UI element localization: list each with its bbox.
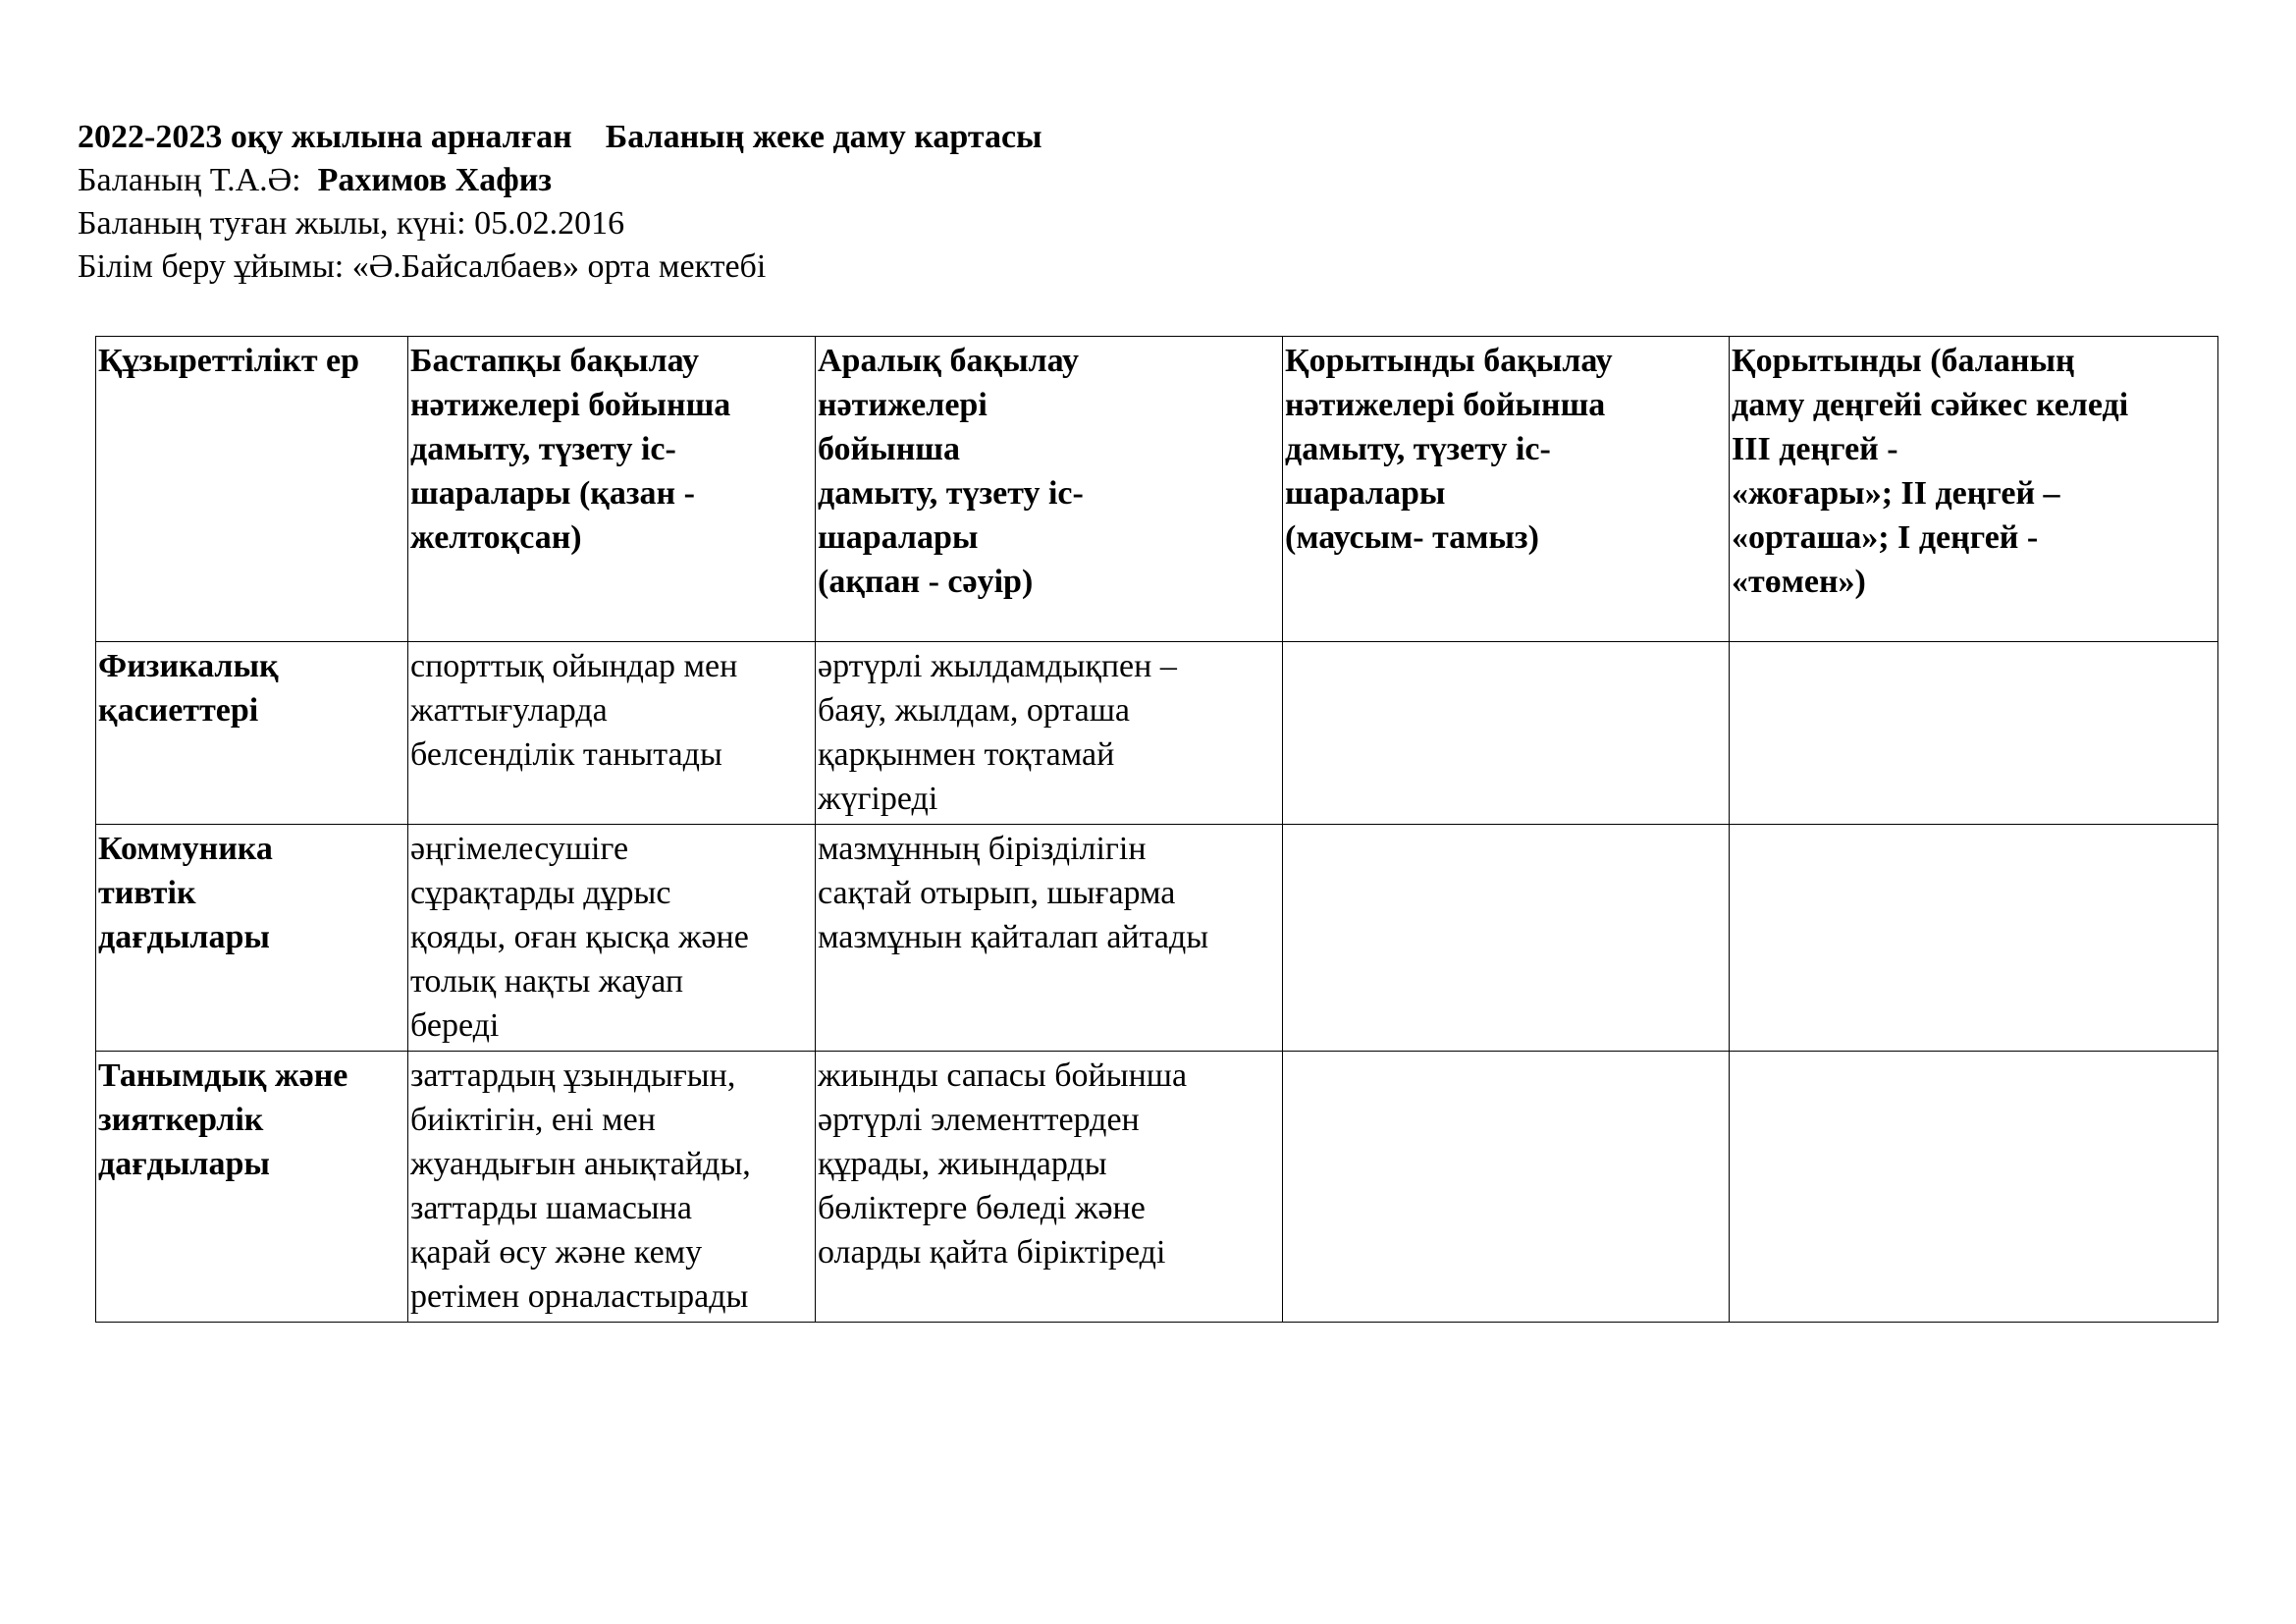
- cell-text-line: нәтижелері бойынша: [410, 387, 731, 423]
- cell-text-line: сақтай отырып, шығарма: [818, 875, 1176, 911]
- result-cell: [1730, 825, 2218, 1052]
- cell-text-line: шаралары (қазан -: [410, 475, 695, 512]
- document-header: [78, 116, 2217, 289]
- cell-text-line: қарай өсу және кему: [410, 1234, 703, 1271]
- interim-cell: [816, 1052, 1283, 1323]
- cell-text-line: «орташа»; I деңгей -: [1732, 519, 2039, 556]
- cell-text-line: береді: [410, 1007, 500, 1044]
- cell-text-line: тивтік: [98, 875, 196, 911]
- cell-text-line: мазмұнын қайталап айтады: [818, 919, 1209, 955]
- table-row: [96, 1052, 2218, 1323]
- column-header-interim: [816, 337, 1283, 642]
- cell-text-line: «жоғары»; II деңгей –: [1732, 475, 2060, 512]
- cell-text-line: дағдылары: [98, 1146, 270, 1182]
- cell-text-line: дамыту, түзету іс-: [818, 475, 1084, 512]
- cell-text-line: жиынды сапасы бойынша: [818, 1057, 1188, 1094]
- development-card-table: [95, 336, 2218, 1323]
- cell-text-line: дамыту, түзету іс-: [1285, 431, 1551, 467]
- child-name-line: [78, 159, 2217, 202]
- cell-text-line: шаралары: [1285, 475, 1446, 512]
- child-name-label: Баланың Т.А.Ә:: [78, 162, 301, 198]
- cell-text-line: заттардың ұзындығын,: [410, 1057, 736, 1094]
- cell-text-line: қарқынмен тоқтамай: [818, 736, 1115, 773]
- cell-text-line: бойынша: [818, 431, 960, 467]
- table-row: [96, 642, 2218, 825]
- final-cell: [1283, 642, 1730, 825]
- competency-cell: [96, 1052, 408, 1323]
- cell-text-line: құрады, жиындарды: [818, 1146, 1107, 1182]
- final-cell: [1283, 825, 1730, 1052]
- column-header-result: [1730, 337, 2218, 642]
- birth-date-label: Баланың туған жылы, күні:: [78, 205, 466, 242]
- cell-text-line: әртүрлі жылдамдықпен –: [818, 648, 1177, 684]
- column-header-initial: [408, 337, 816, 642]
- initial-cell: [408, 825, 816, 1052]
- cell-text-line: Қорытынды (баланың: [1732, 343, 2075, 379]
- initial-cell: [408, 642, 816, 825]
- cell-text-line: шаралары: [818, 519, 979, 556]
- column-header-final: [1283, 337, 1730, 642]
- cell-text-line: баяу, жылдам, орташа: [818, 692, 1131, 729]
- cell-text-line: Қорытынды бақылау: [1285, 343, 1613, 379]
- birth-date-line: [78, 202, 2217, 245]
- cell-text-line: Коммуника: [98, 831, 273, 867]
- final-cell: [1283, 1052, 1730, 1323]
- cell-text-line: жаттығуларда: [410, 692, 608, 729]
- interim-cell: [816, 825, 1283, 1052]
- table-header-row: [96, 337, 2218, 642]
- cell-text-line: (маусым- тамыз): [1285, 519, 1539, 556]
- initial-cell: [408, 1052, 816, 1323]
- cell-text-line: заттарды шамасына: [410, 1190, 692, 1226]
- cell-text-line: спорттық ойындар мен: [410, 648, 738, 684]
- competency-cell: [96, 642, 408, 825]
- cell-text-line: бөліктерге бөледі және: [818, 1190, 1146, 1226]
- cell-text-line: мазмұнның бірізділігін: [818, 831, 1147, 867]
- column-header-competency: [96, 337, 408, 642]
- cell-text-line: белсенділік танытады: [410, 736, 722, 773]
- table-row: [96, 825, 2218, 1052]
- cell-text-line: сұрақтарды дұрыс: [410, 875, 671, 911]
- cell-text-line: толық нақты жауап: [410, 963, 684, 1000]
- cell-text-line: (ақпан - сәуір): [818, 564, 1034, 600]
- interim-cell: [816, 642, 1283, 825]
- cell-text-line: желтоқсан): [410, 519, 582, 556]
- cell-text-line: Бастапқы бақылау: [410, 343, 699, 379]
- cell-text-line: Құзыреттілікт ер: [98, 343, 360, 379]
- title-card: Баланың жеке даму картасы: [605, 119, 1042, 155]
- cell-text-line: зияткерлік: [98, 1102, 264, 1138]
- cell-text-line: қояды, оған қысқа және: [410, 919, 749, 955]
- title-year: 2022-2023 оқу жылына арналған: [78, 119, 572, 155]
- cell-text-line: дамыту, түзету іс-: [410, 431, 676, 467]
- cell-text-line: қасиеттері: [98, 692, 259, 729]
- document-title: [78, 116, 2217, 159]
- birth-date-value: 05.02.2016: [474, 205, 625, 242]
- cell-text-line: Аралық бақылау: [818, 343, 1079, 379]
- organization-label: Білім беру ұйымы:: [78, 248, 345, 285]
- cell-text-line: әртүрлі элементтерден: [818, 1102, 1140, 1138]
- cell-text-line: дағдылары: [98, 919, 270, 955]
- result-cell: [1730, 642, 2218, 825]
- cell-text-line: ретімен орналастырады: [410, 1278, 749, 1315]
- cell-text-line: даму деңгейі сәйкес келеді: [1732, 387, 2129, 423]
- child-name-value: Рахимов Хафиз: [317, 162, 553, 198]
- competency-cell: [96, 825, 408, 1052]
- cell-text-line: Танымдық және: [98, 1057, 348, 1094]
- cell-text-line: биіктігін, ені мен: [410, 1102, 656, 1138]
- cell-text-line: әңгімелесушіге: [410, 831, 629, 867]
- result-cell: [1730, 1052, 2218, 1323]
- organization-line: [78, 245, 2217, 289]
- cell-text-line: оларды қайта біріктіреді: [818, 1234, 1166, 1271]
- cell-text-line: нәтижелері: [818, 387, 988, 423]
- organization-value: «Ә.Байсалбаев» орта мектебі: [351, 248, 767, 285]
- cell-text-line: жүгіреді: [818, 781, 938, 817]
- cell-text-line: Физикалық: [98, 648, 279, 684]
- cell-text-line: III деңгей -: [1732, 431, 1898, 467]
- cell-text-line: «төмен»): [1732, 564, 1866, 600]
- cell-text-line: нәтижелері бойынша: [1285, 387, 1606, 423]
- cell-text-line: жуандығын анықтайды,: [410, 1146, 751, 1182]
